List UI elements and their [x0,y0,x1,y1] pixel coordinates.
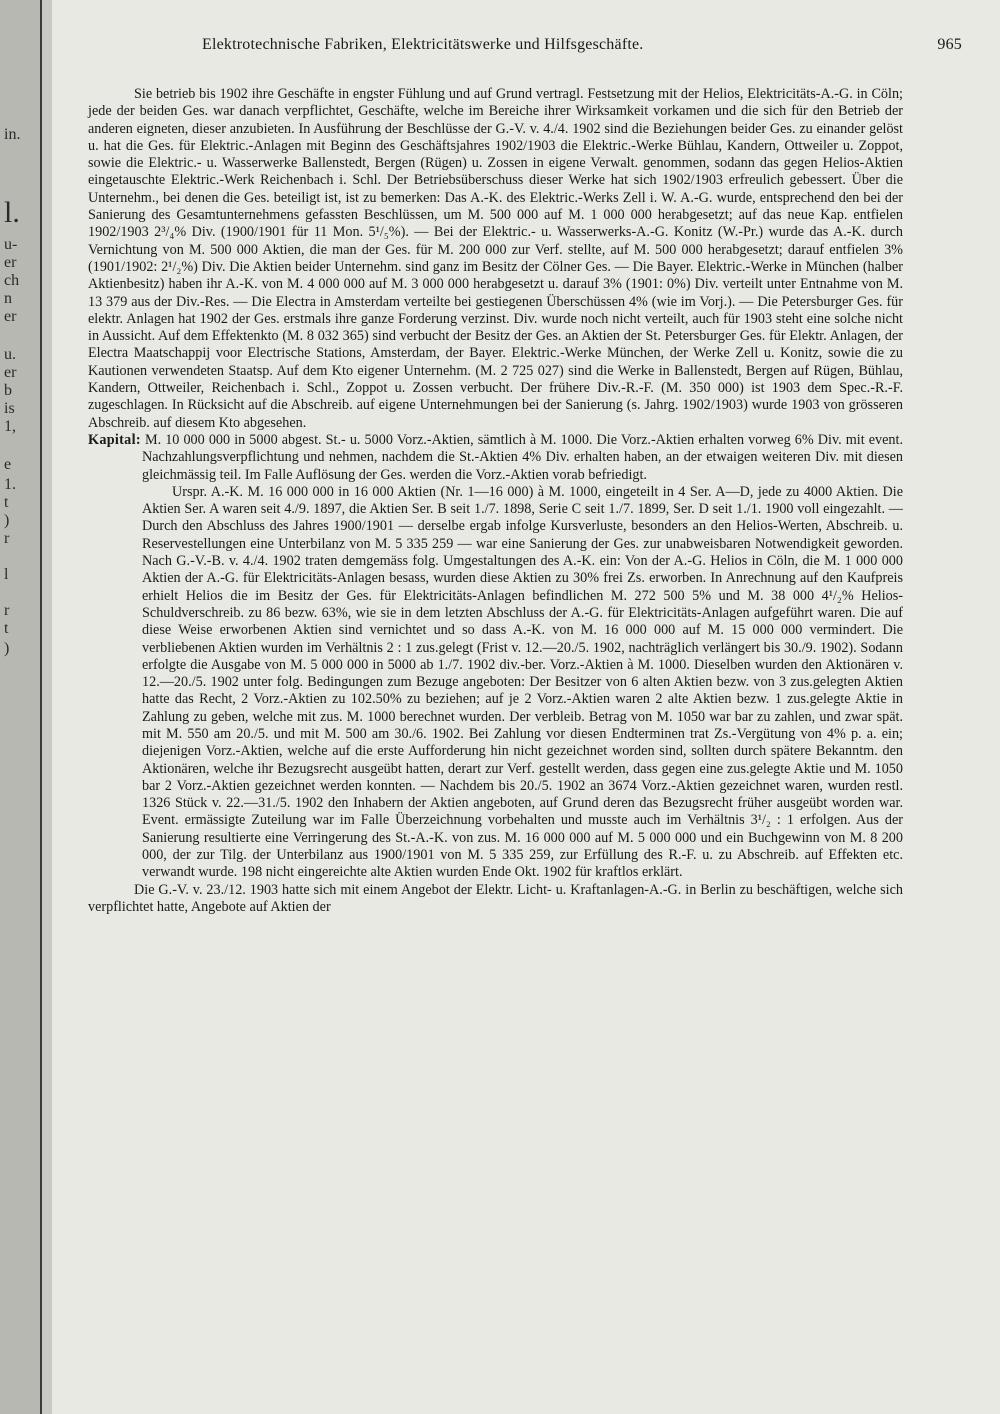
running-title: Elektrotechnische Fabriken, Elektricitätswerke und Hilfsgeschäfte. [202,36,644,53]
margin-fragment: t [4,620,9,637]
document-page [52,0,1000,1414]
margin-fragment: ) [4,512,10,529]
margin-fragment: r [4,530,10,547]
paragraph-general-meeting: Die G.-V. v. 23./12. 1903 hatte sich mit einem Angebot der Elektr. Licht- u. Kraftanlagen-A.-G. in Berlin zu beschäftigen, welche sich verpflichtet hatte, Angebote auf Aktien der [88,881,903,915]
margin-fragment: l. [4,196,20,229]
margin-fragment: u. [4,346,16,363]
margin-fragment: ch [4,272,20,289]
margin-fragment: 1. [4,476,16,493]
margin-fragment: b [4,382,12,399]
kapital-label: Kapital: [88,431,141,448]
margin-fragment: ) [4,640,10,657]
margin-fragment: r [4,602,10,619]
margin-fragment: er [4,254,17,271]
margin-fragment: is [4,400,15,417]
margin-fragment: t [4,494,9,511]
margin-fragment: u- [4,236,18,253]
margin-fragment: er [4,364,17,381]
margin-fragment: l [4,566,9,583]
margin-fragment: n [4,290,12,307]
paragraph-capital-history: Urspr. A.-K. M. 16 000 000 in 16 000 Aktien (Nr. 1—16 000) à M. 1000, eingeteilt in 4 Ser. A—D, jede zu 4000 Aktien. Die Aktien Ser. A waren seit 4./9. 1897, die Aktien Ser. B seit 1./7. 1898, Serie C seit 1./7. 1899, Ser. D seit 1./1. 1900 voll eingezahlt. — Durch den Abschluss des Jahres 1900/1901 — derselbe ergab infolge Kursverluste, besonders an den Helios-Werten, Abschreib. u. Reservestellungen eine Unterbilanz von M. 5 335 259 — war eine Sanierung der Ges. zur unabweisbaren Notwendigkeit geworden. Nach G.-V.-B. v. 4./4. 1902 traten demgemäss folg. Umgestaltungen des A.-K. ein: Von der A.-G. Helios in Cöln, die M. 1 000 000 Aktien der A.-G. für Elektricitäts-Anlagen besass, wurden diese Aktien zu 30% frei Zs. erworben. In Anrechnung auf den Kaufpreis erhielt Helios die im Besitz der Ges. für Elektricitäts-Anlagen befindlichen M. 272 500 5% und M. 38 000 4¹/₂% Helios-Schuldverschreib. zu 86 bezw. 63%, wie sie in dem letzten Abschluss der A.-G. für Elektricitäts-Anlagen aufgeführt waren. Die auf diese Weise erworbenen Aktien sind vernichtet und so dass A.-K. von M. 16 000 000 auf M. 15 000 000 vermindert. Die verbliebenen Aktien wurden im Verhältnis 2 : 1 zus.gelegt (Frist v. 12.—20./5. 1902, nachträglich verlängert bis 30./9. 1902). Sodann erfolgte die Ausgabe von M. 5 000 000 in 5000 ab 1./7. 1902 div.-ber. Vorz.-Aktien à M. 1000. Dieselben wurden den Aktionären v. 12.—20./5. 1902 unter folg. Bedingungen zum Bezuge angeboten: Der Besitzer von 6 alten Aktien bezw. von 3 zus.gelegten Aktien hatte das Recht, 2 Vorz.-Aktien zu 102.50% zu beziehen; auf je 2 Vorz.-Aktien waren 2 alte Aktien bezw. 1 zus.gelegte Aktie in Zahlung zu geben, welche mit zus. M. 1000 berechnet wurden. Der verbleib. Betrag von M. 1050 war bar zu zahlen, und zwar spät. mit M. 550 am 20./5. und mit M. 500 am 30./6. 1902. Bei Zahlung vor diesen Endterminen trat Zs.-Vergütung von 4% p. a. ein; diejenigen Vorz.-Aktien, welche auf die erste Aufforderung hin nicht gezeichnet worden sind, sollten durch spätere Bekanntm. den Aktionären, welche ihr Bezugsrecht ausgeübt hatten, derart zur Verf. gestellt werden, dass gegen eine zus.gelegte Aktie und M. 1050 bar 2 Vorz.-Aktien gezeichnet werden konnten. — Nachdem bis 20./5. 1902 an 3674 Vorz.-Aktien gezeichnet waren, wurden restl. 1326 Stück v. 22.—31./5. 1902 den Inhabern der Aktien angeboten, auf Grund deren das Bezugsrecht früher ausgeübt worden war. Event. ermässigte Zuteilung war im Falle Überzeichnung vorbehalten und musste auch im Verhältnis 3¹/₂ : 1 erfolgen. Aus der Sanierung resultierte eine Verringerung des St.-A.-K. von zus. M. 16 000 000 auf M. 5 000 000 und ein Buchgewinn von M. 8 200 000, der zur Tilg. der Unterbilanz aus 1900/1901 von M. 5 335 259, zur Erfüllung des R.-F. u. zu Abschreib. auf Effekten etc. verwandt wurde. 198 nicht eingereichte alte Aktien wurden Ende Okt. 1902 für kraftlos erklärt. [142,483,903,881]
adjacent-page-strip [0,0,42,1414]
paragraph-kapital [88,432,903,484]
kapital-text: M. 10 000 000 in 5000 abgest. St.- u. 5000 Vorz.-Aktien, sämtlich à M. 1000. Die Vorz.-Aktien erhalten vorweg 6% Div. mit event. Nachzahlungsverpflichtung und nehmen, nachdem die St.-Aktien 4% Div. erhalten haben, an der etwaigen weiteren Div. mit diesen gleichmässig teil. Im Falle Auflösung der Ges. werden die Vorz.-Aktien vorab befriedigt. [142,431,904,483]
margin-fragment: in. [4,126,21,143]
document-body [88,86,903,916]
page-number: 965 [937,36,962,53]
margin-fragment: 1, [4,418,16,435]
paragraph-company-relations: Sie betrieb bis 1902 ihre Geschäfte in engster Fühlung und auf Grund vertragl. Festsetzung mit der Helios, Elektricitäts-A.-G. in Cöln; jede der beiden Ges. war danach verpflichtet, Geschäfte, welche im Bereiche ihrer Wirksamkeit vorkamen und die sich für den Betrieb der anderen eigneten, dieser anzubieten. In Ausführung der Beschlüsse der G.-V. v. 4./4. 1902 sind die Beziehungen beider Ges. zu einander gelöst u. hat die Ges. für Elektric.-Anlagen mit Beginn des Geschäftsjahres 1902/1903 die Elektric.-Werke Bühlau, Kandern, Ottweiler u. Zoppot, sowie die Elektric.- u. Wasserwerke Ballenstedt, Bergen (Rügen) u. Zossen in eigene Verwalt. genommen, sodann das gegen Helios-Aktien eingetauschte Elektric.-Werk Reichenbach i. Schl. Der Betriebsüberschuss dieser Werke hat sich 1902/1903 erfreulich gebessert. Über die Unternehm., bei denen die Ges. beteiligt ist, ist zu bemerken: Das A.-K. des Elektric.-Werks Zell i. W. A.-G. wurde, entsprechend den bei der Sanierung des Gesamtunternehmens gefassten Beschlüssen, um M. 500 000 auf M. 1 000 000 herabgesetzt; auf das neue Kap. entfielen 1902/1903 2³/₄% Div. (1900/1901 für 11 Mon. 5¹/₅%). — Bei der Elektric.- u. Wasserwerks-A.-G. Konitz (W.-Pr.) wurde das A.-K. durch Vernichtung von M. 500 000 Aktien, die man der Ges. für M. 200 000 zur Verf. stellte, auf M. 500 000 herabgesetzt; darauf entfielen 3% (1901/1902: 2¹/₂%) Div. Die Aktien beider Unternehm. sind ganz im Besitz der Cölner Ges. — Die Bayer. Elektric.-Werke in München (halber Aktienbesitz) haben ihr A.-K. von M. 4 000 000 auf M. 3 000 000 herabgesetzt u. darauf 3% (1901: 0%) Div. verteilt unter Entnahme von M. 13 379 aus der Div.-Res. — Die Electra in Amsterdam verteilte bei gestiegenen Überschüssen 4% (wie im Vorj.). — Die Petersburger Ges. für elektr. Anlagen hat 1902 der Ges. erstmals ihre ganze Forderung verzinst. Div. wurde noch nicht verteilt, auch für 1903 steht eine solche nicht in Aussicht. Auf dem Effektenkto (M. 8 032 365) sind verbucht der Besitz der Ges. an Aktien der St. Petersburger Ges. für Elektr. Anlagen, der Electra Maatschappij voor Electrische Stations, Amsterdam, der Bayer. Elektric.-Werke München, der Werke Zell u. Konitz, sowie die zu Kautionen verwendeten Staatsp. Auf dem Kto eigener Unternehm. (M. 2 725 027) sind die Werke in Ballenstedt, Bergen auf Rügen, Bühlau, Kandern, Ottweiler, Reichenbach i. Schl., Zoppot u. Zossen verbucht. Der frühere Div.-R.-F. (M. 350 000) ist 1903 dem Spec.-R.-F. zugeschlagen. In Rücksicht auf die Abschreib. auf eigene Unternehmungen bei der Sanierung (s. Jahrg. 1902/1903) wurde 1903 von grösseren Abschreib. auf diesem Kto abgesehen. [88,86,903,431]
margin-fragment: er [4,308,17,325]
margin-fragment: e [4,456,12,473]
